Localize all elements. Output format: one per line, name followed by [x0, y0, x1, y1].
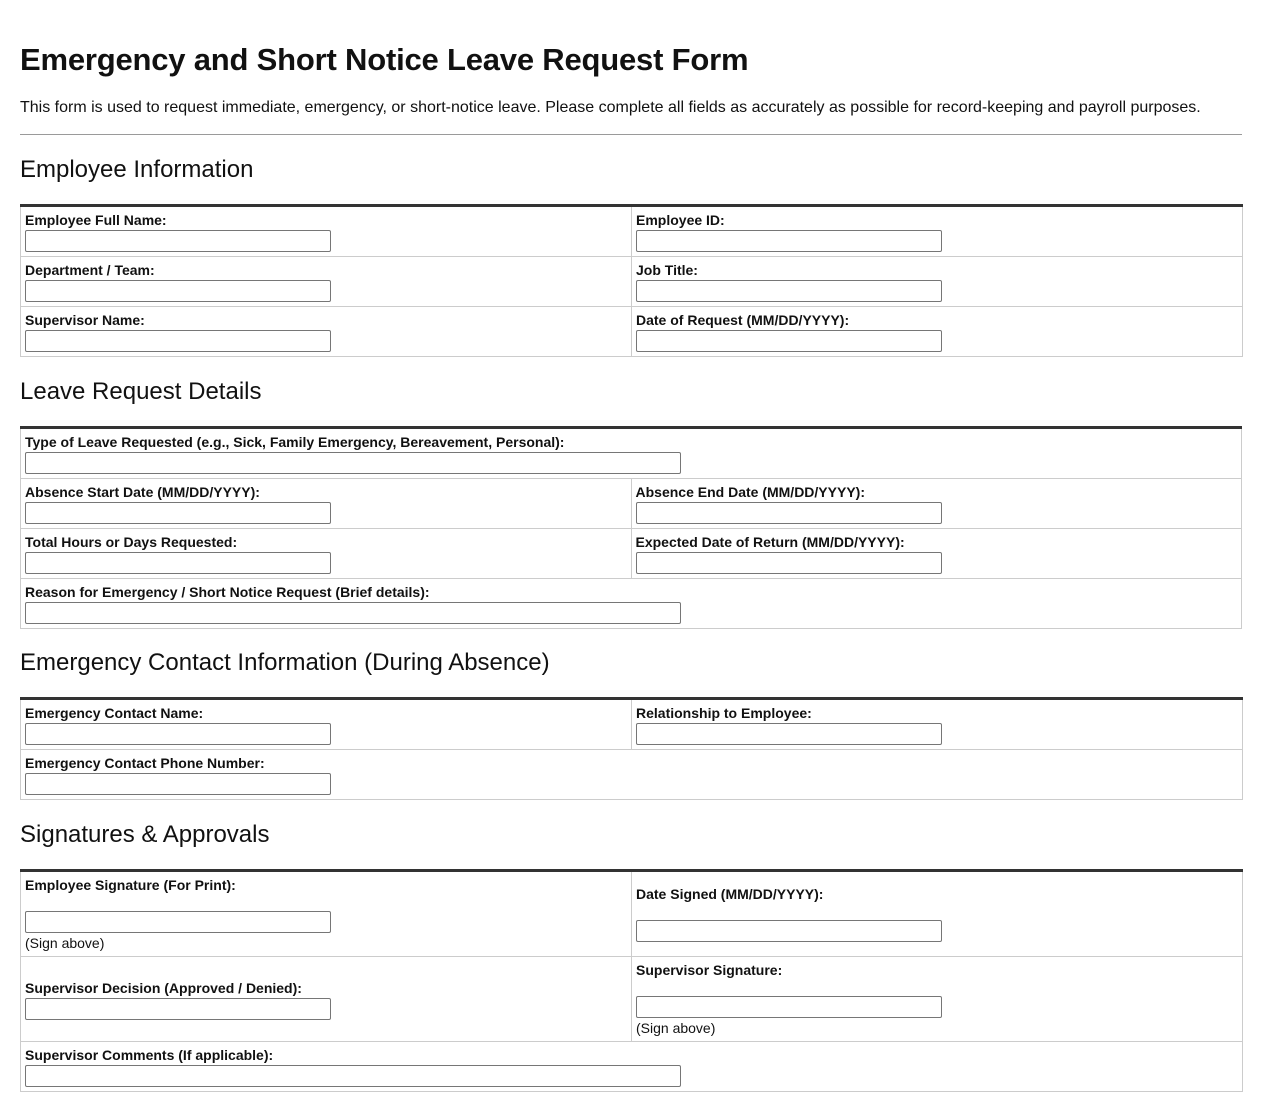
cell-employee-full-name	[21, 206, 632, 257]
cell-start-date	[21, 479, 632, 529]
leave-type-label: Type of Leave Requested (e.g., Sick, Family Emergency, Bereavement, Personal):	[25, 434, 565, 450]
end-date-label: Absence End Date (MM/DD/YYYY):	[635, 484, 865, 500]
supervisor-decision-input[interactable]	[25, 998, 331, 1020]
cell-supervisor-comments	[21, 1042, 1243, 1092]
form-intro: This form is used to request immediate, emergency, or short-notice leave. Please complete all fields as accurately as possible for record-keeping and payroll purposes.	[20, 99, 1201, 116]
employee-info-table	[20, 204, 1243, 357]
cell-employee-id	[632, 206, 1243, 257]
section-heading-signatures: Signatures & Approvals	[20, 821, 270, 848]
cell-reason	[21, 579, 1242, 629]
table-row	[21, 529, 1242, 579]
cell-total-requested	[21, 529, 632, 579]
contact-phone-label: Emergency Contact Phone Number:	[25, 755, 265, 771]
return-date-input[interactable]	[636, 552, 942, 574]
job-title-label: Job Title:	[636, 262, 698, 278]
employee-id-input[interactable]	[636, 230, 942, 252]
cell-job-title	[632, 257, 1243, 307]
table-row	[21, 871, 1243, 957]
divider	[20, 134, 1242, 135]
total-requested-input[interactable]	[25, 552, 331, 574]
total-requested-label: Total Hours or Days Requested:	[25, 534, 238, 550]
job-title-input[interactable]	[636, 280, 942, 302]
supervisor-signature-label: Supervisor Signature:	[636, 962, 783, 978]
employee-signature-note: (Sign above)	[25, 935, 105, 951]
table-row	[21, 699, 1243, 750]
department-label: Department / Team:	[25, 262, 155, 278]
cell-supervisor-decision	[21, 957, 632, 1042]
leave-details-table	[20, 426, 1242, 629]
leave-type-input[interactable]	[25, 452, 681, 474]
return-date-label: Expected Date of Return (MM/DD/YYYY):	[635, 534, 905, 550]
table-row	[21, 957, 1243, 1042]
supervisor-name-input[interactable]	[25, 330, 331, 352]
signatures-table	[20, 869, 1243, 1092]
signature-spacer	[25, 893, 627, 909]
section-heading-contact: Emergency Contact Information (During Absence)	[20, 649, 550, 676]
reason-input[interactable]	[25, 602, 681, 624]
cell-department	[21, 257, 632, 307]
employee-signature-input[interactable]	[25, 911, 331, 933]
request-date-label: Date of Request (MM/DD/YYYY):	[636, 312, 850, 328]
supervisor-signature-note: (Sign above)	[636, 1020, 716, 1036]
cell-employee-signature	[21, 871, 632, 957]
relationship-input[interactable]	[636, 723, 942, 745]
start-date-input[interactable]	[25, 502, 331, 524]
cell-request-date	[632, 307, 1243, 357]
date-signed-spacer	[636, 902, 1238, 918]
section-heading-leave: Leave Request Details	[20, 378, 262, 405]
employee-signature-label: Employee Signature (For Print):	[25, 877, 236, 893]
cell-supervisor-name	[21, 307, 632, 357]
table-row	[21, 479, 1242, 529]
employee-full-name-label: Employee Full Name:	[25, 212, 167, 228]
signature-spacer	[636, 978, 1238, 994]
cell-contact-name	[21, 699, 632, 750]
date-signed-label: Date Signed (MM/DD/YYYY):	[636, 886, 824, 902]
emergency-contact-table	[20, 697, 1243, 800]
table-row	[21, 257, 1243, 307]
table-row	[21, 206, 1243, 257]
date-signed-input[interactable]	[636, 920, 942, 942]
cell-end-date	[631, 479, 1242, 529]
relationship-label: Relationship to Employee:	[636, 705, 812, 721]
page-title: Emergency and Short Notice Leave Request Form	[20, 42, 749, 77]
table-row	[21, 307, 1243, 357]
end-date-input[interactable]	[636, 502, 942, 524]
cell-contact-phone	[21, 750, 1243, 800]
cell-date-signed	[632, 871, 1243, 957]
employee-full-name-input[interactable]	[25, 230, 331, 252]
supervisor-signature-input[interactable]	[636, 996, 942, 1018]
section-heading-employee: Employee Information	[20, 156, 254, 183]
cell-supervisor-signature	[632, 957, 1243, 1042]
cell-relationship	[632, 699, 1243, 750]
contact-phone-input[interactable]	[25, 773, 331, 795]
contact-name-label: Emergency Contact Name:	[25, 705, 204, 721]
department-input[interactable]	[25, 280, 331, 302]
supervisor-decision-label: Supervisor Decision (Approved / Denied):	[25, 979, 302, 996]
table-row	[21, 579, 1242, 629]
table-row	[21, 750, 1243, 800]
supervisor-comments-input[interactable]	[25, 1065, 681, 1087]
cell-return-date	[631, 529, 1242, 579]
cell-leave-type	[21, 428, 1242, 479]
table-row	[21, 428, 1242, 479]
start-date-label: Absence Start Date (MM/DD/YYYY):	[25, 484, 260, 500]
date-signed-spacer-top	[636, 877, 1238, 886]
employee-id-label: Employee ID:	[636, 212, 725, 228]
reason-label: Reason for Emergency / Short Notice Request (Brief details):	[25, 584, 430, 600]
supervisor-comments-label: Supervisor Comments (If applicable):	[25, 1047, 274, 1063]
supervisor-name-label: Supervisor Name:	[25, 312, 145, 328]
contact-name-input[interactable]	[25, 723, 331, 745]
request-date-input[interactable]	[636, 330, 942, 352]
table-row	[21, 1042, 1243, 1092]
